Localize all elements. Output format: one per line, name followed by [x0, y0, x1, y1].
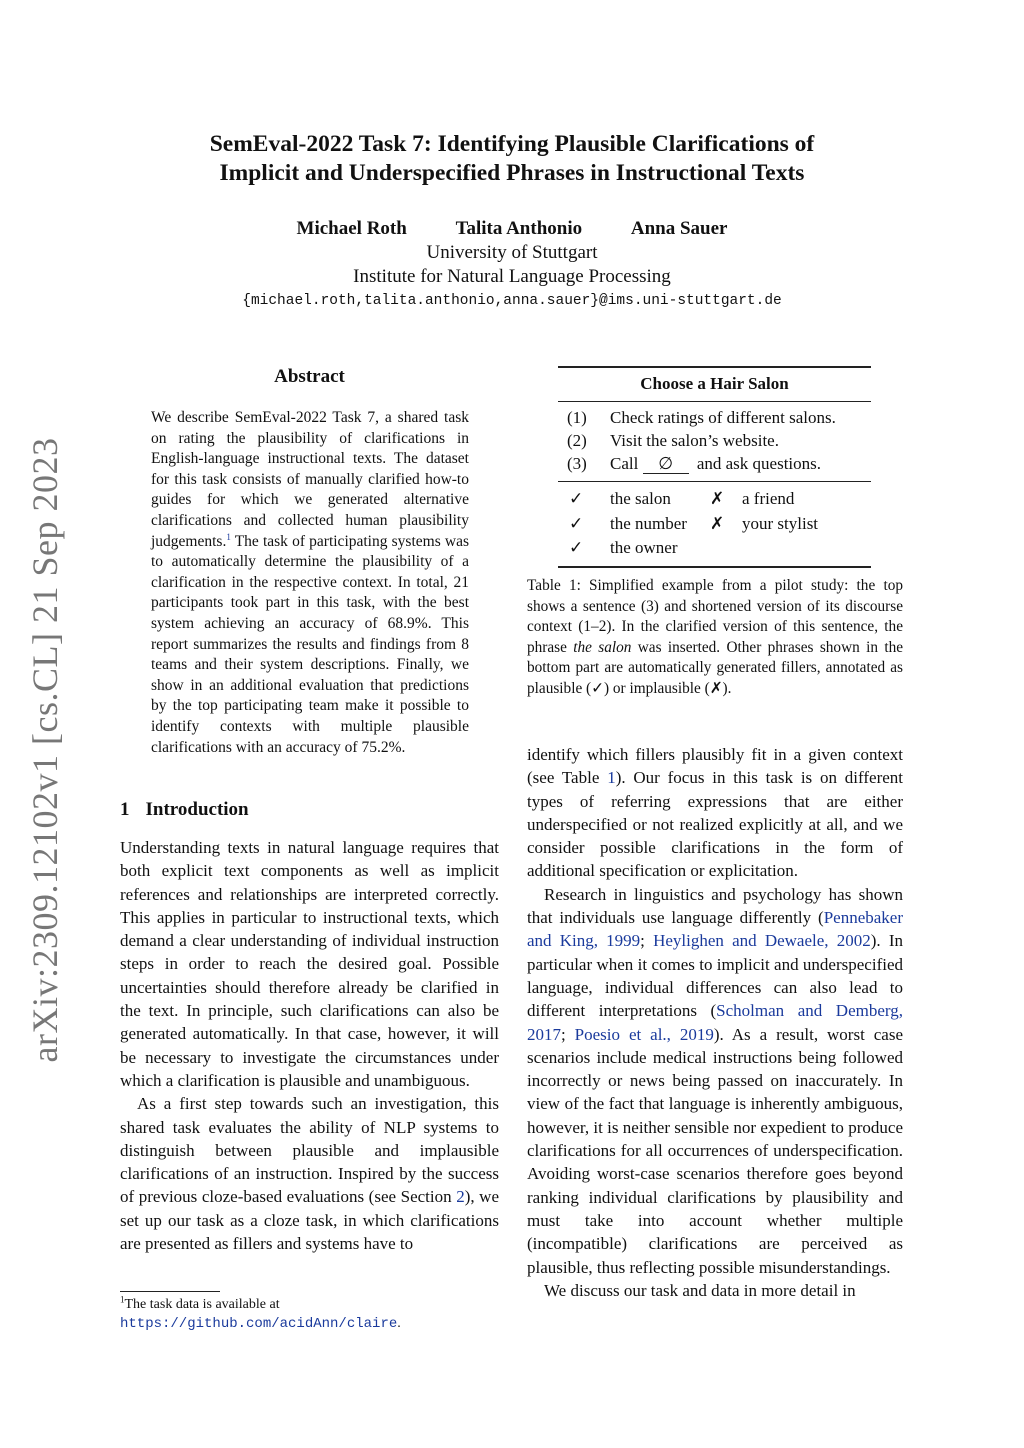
intro-paragraph-2 — [120, 1092, 499, 1255]
section-heading — [120, 799, 249, 821]
paragraph-text: ). In particular when it comes to implicit and underspecified language, individual differences can also lead to different interpretations ( — [527, 931, 903, 1021]
intro-left-column — [120, 836, 499, 1255]
filler-text: the number — [610, 513, 687, 533]
table-row — [558, 429, 871, 452]
section-ref-link[interactable]: 2 — [456, 1187, 465, 1207]
paragraph-text: As a first step towards such an investigation, this shared task evaluates the ability of NLP systems to distinguish between plausible and implausible clarifications of an instruction. Inspired by the success of previous cloze-based evaluations (see Section — [120, 1094, 499, 1207]
row-number: (3) — [567, 454, 587, 474]
cross-icon: ✗ — [710, 513, 725, 534]
citation-link[interactable]: Poesio et al., 2019 — [574, 1024, 714, 1044]
filler-plausible — [558, 487, 710, 511]
row-text: Call — [610, 454, 639, 474]
filler-text: the salon — [610, 489, 671, 509]
caption-emphasis: the salon — [573, 638, 632, 656]
row-text: Visit the salon’s website. — [610, 430, 779, 450]
paper-title — [112, 130, 912, 188]
arxiv-side-label — [0, 0, 90, 1448]
filler-text: the owner — [610, 537, 678, 557]
title-line-2: Implicit and Underspecified Phrases in Instructional Texts — [219, 160, 805, 186]
arxiv-identifier: arXiv:2309.12102v1 [cs.CL] 21 Sep 2023 — [25, 437, 65, 1063]
title-line-1: SemEval-2022 Task 7: Identifying Plausible Clarifications of — [209, 131, 815, 157]
table-heading: Choose a Hair Salon — [640, 373, 789, 393]
paragraph-text: ; — [640, 931, 654, 951]
author-block — [112, 217, 912, 313]
row-number: (1) — [567, 407, 587, 427]
paragraph-text: identify which fillers plausibly fit in a given context (see Table — [527, 745, 903, 788]
filler-implausible — [710, 487, 871, 511]
right-paragraph-1 — [527, 743, 903, 883]
cloze-blank: ∅ — [643, 455, 689, 474]
filler-text: your stylist — [742, 513, 819, 533]
caption-text: Table 1: Simplified example from a pilot study: the top shows a sentence (3) and shortened version of its discourse context (1–2). In the clarified version of this sentence, the phrase — [527, 577, 903, 656]
filler-implausible — [710, 512, 871, 536]
table-bottom-rule — [558, 566, 871, 568]
row-text: and ask questions. — [696, 454, 822, 474]
row-text: Check ratings of different salons. — [610, 407, 836, 427]
table-context-rows — [558, 402, 871, 482]
checkmark-icon: ✓ — [569, 537, 584, 558]
paragraph-text: ; — [561, 1024, 575, 1044]
paragraph-text: ). Our focus in this task is on different types of referring expressions that are either underspecified or not realized explicitly at all, and we consider possible clarifications in the form of additional specification or explicitation. — [527, 768, 903, 881]
table-row — [558, 452, 871, 475]
paragraph-text: Research in linguistics and psychology has shown that individuals use language differently ( — [527, 884, 903, 928]
footnote — [120, 1295, 499, 1334]
intro-paragraph-1: Understanding texts in natural language requires that both explicit text components as well as implicit references and relationships are interpreted correctly. This applies in particular to instructional texts, which demand a clear understanding of individual instruction steps in order to reach the desired goal. Possible uncertainties should therefore already be clarified in the text. In principle, such clarifications can also be generated automatically. In that case, however, it will be necessary to investigate the circumstances under which a clarification is plausible and unambiguous. — [120, 838, 499, 1090]
footnote-url-link[interactable]: https://github.com/acidAnn/claire — [120, 1316, 398, 1332]
affiliation-university: University of Stuttgart — [426, 242, 598, 263]
checkmark-icon: ✓ — [569, 489, 584, 510]
caption-text: was inserted. Other phrases shown in the bottom part are automatically generated fillers, annotated as plausible (✓) or implausible (✗). — [527, 638, 904, 697]
filler-plausible — [558, 512, 710, 536]
author-name: Michael Roth — [296, 218, 407, 239]
author-names — [112, 217, 912, 241]
paragraph-text: ), we set up our task as a cloze task, in which clarifications are presented as fillers and systems have to — [120, 1187, 499, 1254]
footnote-rule — [120, 1291, 220, 1292]
table-caption — [527, 576, 903, 700]
section-title: Introduction — [145, 799, 249, 820]
abstract-heading: Abstract — [274, 366, 345, 387]
paragraph-text: ). As a result, worst case scenarios include medical instructions being followed incorrectly or news being passed on inaccurately. In view of the fact that language is inherently ambiguous, however, it is neither sensible nor expedient to produce clarifications for all occurrences of underspecification. Avoiding worst-case scenarios therefore goes beyond ranking individual clarifications by plausibility and must take into account whether multiple (incompatible) clarifications are perceived as plausible, thus reflecting possible misunderstandings. — [527, 1024, 903, 1277]
citation-link[interactable]: Scholman and Demberg, 2017 — [527, 1001, 903, 1044]
author-name: Talita Anthonio — [455, 218, 583, 239]
abstract-body: We describe SemEval-2022 Task 7, a shared task on rating the plausibility of clarifications in English-language instructional texts. The dataset for this task consists of manually clarified how-to guides for which we generated alternative clarifications and collected human plausibility judgements. — [151, 409, 469, 550]
example-table — [558, 366, 871, 568]
abstract-text — [151, 408, 469, 758]
footnote-end: . — [397, 1316, 401, 1331]
section-number: 1 — [120, 799, 130, 820]
footnote-ref[interactable]: 1 — [226, 531, 231, 542]
footnote-mark: 1 — [120, 1294, 125, 1305]
filler-grid — [558, 482, 871, 566]
abstract-body-cont: The task of participating systems was to automatically determine the plausibility of a clarification in the respective context. In total, 21 participants took part in this task, with the best system achieving an accuracy of 68.9%. This report summarizes the results and findings from 8 teams and their system descriptions. Finally, we show in an additional evaluation that predictions by the top participating team make it possible to identify contexts with multiple plausible clarifications with an accuracy of 75.2%. — [151, 532, 469, 756]
citation-link[interactable]: Pennebaker and King, 1999 — [527, 908, 903, 951]
author-emails: {michael.roth,talita.anthonio,anna.sauer}@ims.uni-stuttgart.de — [242, 293, 782, 309]
author-name: Anna Sauer — [630, 218, 728, 239]
citation-link[interactable]: Heylighen and Dewaele, 2002 — [653, 931, 871, 951]
footnote-text: The task data is available at — [124, 1297, 280, 1312]
row-number: (2) — [567, 430, 587, 450]
filler-plausible — [558, 536, 710, 560]
table-row — [558, 406, 871, 429]
intro-right-column — [527, 743, 903, 1302]
table-ref-link[interactable]: 1 — [607, 768, 616, 788]
filler-text: a friend — [742, 489, 795, 509]
right-paragraph-3: We discuss our task and data in more detail in — [544, 1280, 856, 1300]
affiliation-institute: Institute for Natural Language Processing — [353, 266, 671, 287]
checkmark-icon: ✓ — [569, 513, 584, 534]
right-paragraph-2 — [527, 883, 903, 1279]
cross-icon: ✗ — [710, 489, 725, 510]
